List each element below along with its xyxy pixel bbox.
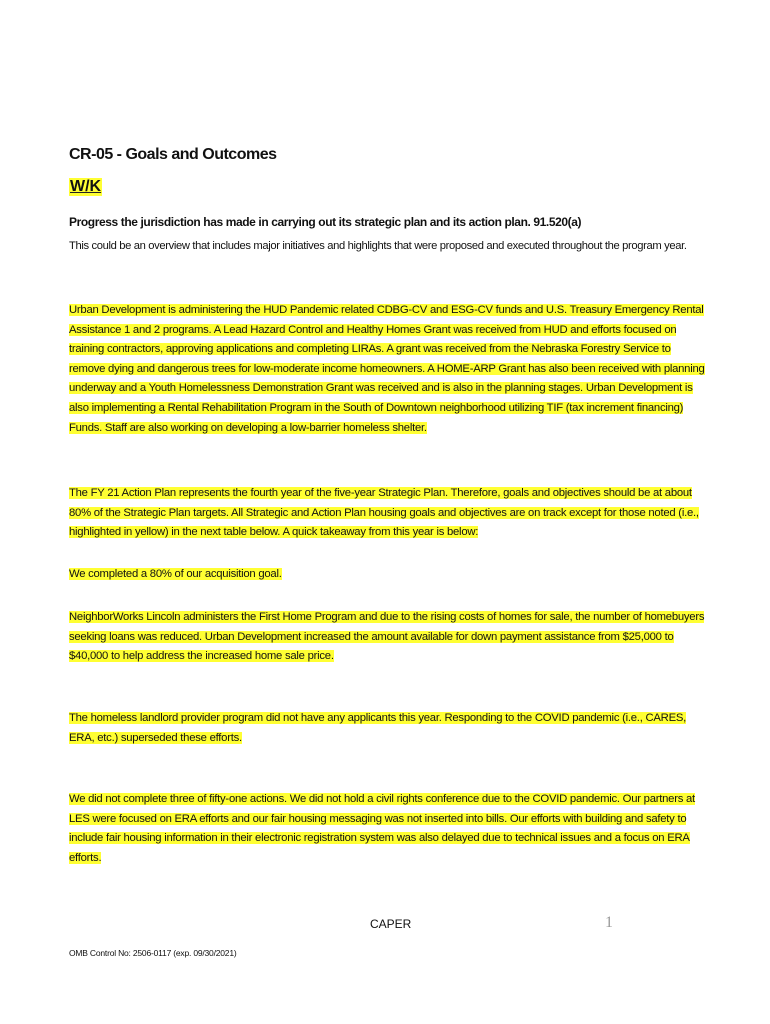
paragraph-text: NeighborWorks Lincoln administers the First Home Program and due to the rising costs of homes for sale, the number of homebuyers seeking loans was reduced. Urban Development increased the amount available for down payment assistance from $25,000 to $40,000 to help address the increased home sale price. [69,611,705,663]
paragraph-text: The FY 21 Action Plan represents the fourth year of the five-year Strategic Plan. Therefore, goals and objectives should be at about 80% of the Strategic Plan targets. All Strategic and Action Plan housing goals and objectives are on track except for those noted (i.e., highlighted in yellow) in the next table below. A quick takeaway from this year is below: [69,487,699,539]
section-title: CR-05 - Goals and Outcomes [69,146,277,163]
section-subtitle: W/K [70,178,102,195]
paragraph-actions [69,790,709,868]
footer-label: CAPER [370,917,412,931]
paragraph-urban-development [69,301,709,438]
intro-text: This could be an overview that includes major initiatives and highlights that were proposed and executed throughout the program year. [69,240,687,252]
paragraph-acquisition [69,565,709,585]
paragraph-neighborworks [69,608,709,667]
paragraph-action-plan [69,484,709,543]
paragraph-text: Urban Development is administering the HUD Pandemic related CDBG-CV and ESG-CV funds and U.S. Treasury Emergency Rental Assistance 1 and 2 programs. A Lead Hazard Control and Healthy Homes Grant was received from HUD and efforts focused on training contractors, approving applications and completing LIRAs. A grant was received from the Nebraska Forestry Service to remove dying and dangerous trees for low-moderate income homeowners. A HOME-ARP Grant has also been received with planning underway and a Youth Homelessness Demonstration Grant was received and is also in the planning stages. Urban Development is also implementing a Rental Rehabilitation Program in the South of Downtown neighborhood utilizing TIF (tax increment financing) Funds. Staff are also working on developing a low-barrier homeless shelter. [69,304,705,434]
paragraph-text: We completed a 80% of our acquisition goal. [69,568,282,580]
omb-control-number: OMB Control No: 2506-0117 (exp. 09/30/2021) [69,948,237,958]
paragraph-homeless-landlord [69,709,709,748]
paragraph-text: The homeless landlord provider program did not have any applicants this year. Responding to the COVID pandemic (i.e., CARES, ERA, etc.) superseded these efforts. [69,712,687,744]
paragraph-text: We did not complete three of fifty-one actions. We did not hold a civil rights conference due to the COVID pandemic. Our partners at LES were focused on ERA efforts and our fair housing messaging was not inserted into bills. Our efforts with building and safety to include fair housing information in their electronic registration system was also delayed due to technical issues and a focus on ERA efforts. [69,793,695,864]
progress-heading: Progress the jurisdiction has made in carrying out its strategic plan and its action plan. 91.520(a) [69,215,582,229]
page-number: 1 [605,914,613,931]
